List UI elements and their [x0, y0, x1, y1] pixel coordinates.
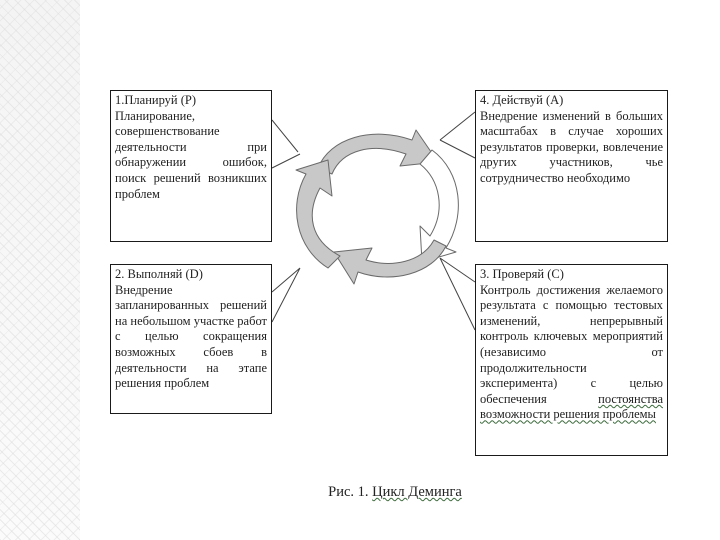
connector-check [440, 258, 475, 330]
act-title: 4. Действуй (A) [480, 93, 564, 107]
check-box [475, 264, 668, 456]
connector-do [272, 268, 300, 322]
check-title: 3. Проверяй (C) [480, 267, 564, 281]
cycle-arrow-top [318, 130, 438, 174]
do-text: Внедрение запланированных решений на небольшом участке работ с целью сокращения возможных сбоев в деятельности на этапе решения проблем [115, 282, 267, 391]
connector-plan [272, 120, 300, 168]
plan-title: 1.Планируй (P) [115, 93, 196, 107]
check-text-main: Контроль достижения желаемого результата с помощью тестовых изменений, непрерывный контроль ключевых мероприятий (независимо от продолжительности эксперимента) с целью обеспечения [480, 282, 663, 406]
act-box [475, 90, 668, 242]
act-text: Внедрение изменений в больших масштабах в случае хороших результатов проверки, вовлечение других участников, чье сотрудничество необходимо [480, 108, 663, 185]
connector-act [440, 112, 475, 158]
do-box [110, 264, 272, 414]
figure-caption [290, 484, 500, 501]
caption-title: Цикл Деминга [372, 484, 462, 500]
cycle-arrow-left [296, 160, 340, 268]
plan-text: Планирование, совершенствование деятельности при обнаружении ошибок, поиск решений возникших проблем [115, 108, 267, 201]
cycle-arrow-bottom [334, 240, 446, 284]
check-text [480, 283, 663, 423]
do-title: 2. Выполняй (D) [115, 267, 203, 281]
check-text-underlined: постоянства возможности решения проблемы [480, 391, 663, 422]
caption-prefix: Рис. 1. [328, 484, 373, 500]
plan-box [110, 90, 272, 242]
